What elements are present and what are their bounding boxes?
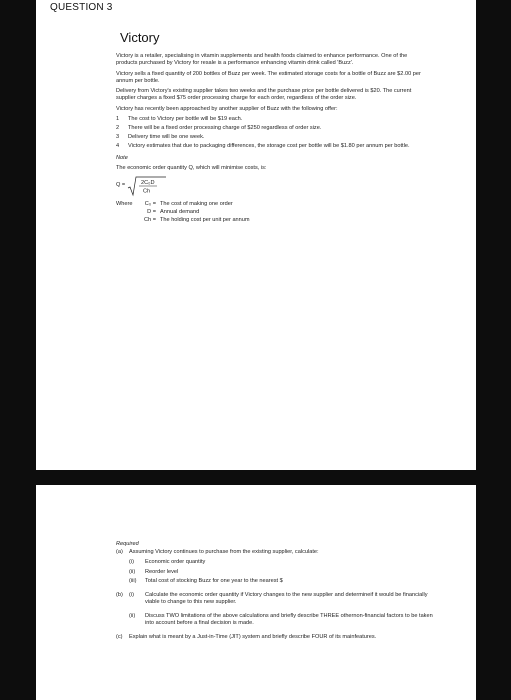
requirement-text: Economic order quantity	[145, 558, 206, 565]
equals-sign: =	[152, 217, 156, 224]
subpart-label: (i)	[129, 558, 134, 565]
list-text: Victory estimates that due to packaging differences, the storage cost per bottle will be $1.80 per annum per bottle.	[128, 142, 410, 149]
requirement-row	[116, 613, 436, 628]
requirement-row	[116, 559, 436, 566]
formula-numerator: 2C₀D	[141, 179, 155, 186]
required-label: Required	[116, 541, 139, 547]
definition-text: The holding cost per unit per annum	[160, 217, 250, 224]
requirement-row	[116, 634, 436, 641]
equals-sign: =	[152, 200, 156, 207]
case-body	[116, 53, 428, 226]
list-number: 3	[116, 133, 120, 140]
square-root-fraction	[127, 175, 167, 197]
paragraph: Victory has recently been approached by another supplier of Buzz with the following offer:	[116, 105, 338, 112]
definition-row	[116, 201, 428, 208]
question-page-bottom	[36, 485, 476, 700]
question-page-top	[36, 0, 476, 470]
requirement-text: Discuss TWO limitations of the above calculations and briefly describe THREE othernon-financial factors to be taken into account before a final decision is made.	[145, 613, 433, 627]
offer-list	[116, 116, 428, 150]
requirement-text: Assuming Victory continues to purchase from the existing supplier, calculate:	[129, 549, 319, 556]
requirement-text: Calculate the economic order quantity if Victory changes to the new supplier and determineif it would be financially viable to change to this new supplier.	[145, 592, 428, 606]
definition-row	[116, 209, 428, 216]
list-number: 2	[116, 124, 120, 131]
requirement-row	[116, 549, 436, 556]
symbol-text: D	[147, 208, 152, 215]
where-label: Where	[116, 200, 133, 207]
paragraph: Victory is a retailer, specialising in vitamin supplements and health foods claimed to enhance performance. One of the products purchased by Victory for resale is a performance enhancing vitamin drink called 'Buzz'.	[116, 53, 408, 67]
formula-lhs: Q =	[116, 181, 126, 188]
list-text: Delivery time will be one week.	[128, 133, 205, 140]
question-heading: QUESTION 3	[50, 2, 113, 13]
note-label: Note	[116, 155, 128, 162]
list-text: There will be a fixed order processing charge of $250 regardless of order size.	[128, 124, 322, 131]
definition-row	[116, 217, 428, 224]
symbol-text: C₀	[144, 200, 152, 207]
list-number: 1	[116, 116, 120, 123]
subpart-label: (i)	[129, 592, 134, 599]
list-number: 4	[116, 142, 120, 149]
subpart-label: (iii)	[129, 578, 137, 585]
paragraph: Victory sells a fixed quantity of 200 bottles of Buzz per week. The estimated storage costs for a bottle of Buzz are $2.00 per annum per bottle.	[116, 70, 421, 84]
definition-symbol	[134, 209, 160, 216]
part-label: (c)	[116, 634, 123, 641]
requirement-row	[116, 578, 436, 585]
part-label: (b)	[116, 592, 123, 599]
list-item	[116, 134, 428, 141]
subpart-label: (ii)	[129, 568, 136, 575]
formula-denominator: Ch	[143, 188, 151, 195]
symbol-text: Ch	[144, 217, 152, 224]
eoq-formula	[116, 175, 428, 197]
list-text: The cost to Victory per bottle will be $19 each.	[128, 116, 243, 123]
list-item	[116, 125, 428, 132]
requirement-row	[116, 592, 436, 607]
case-title: Victory	[120, 30, 160, 45]
list-item	[116, 116, 428, 123]
definition-text: The cost of making one order	[160, 200, 233, 207]
requirement-text: Total cost of stocking Buzz for one year to the nearest $	[145, 578, 283, 585]
definition-text: Annual demand	[160, 208, 200, 215]
note-text: The economic order quantity Q, which will minimise costs, is:	[116, 165, 267, 172]
definitions	[116, 201, 428, 225]
part-label: (a)	[116, 549, 123, 556]
list-item	[116, 143, 428, 150]
paragraph: Delivery from Victory's existing supplier takes two weeks and the purchase price per bottle delivered is $20. The current supplier charges a fixed $75 order processing charge for each order, regardless of the order size.	[116, 88, 412, 102]
definition-symbol	[134, 201, 160, 208]
requirement-text: Reorder level	[145, 568, 179, 575]
requirement-text: Explain what is meant by a Just-in-Time (JIT) system and briefly describe FOUR of its mainfeatures.	[129, 634, 377, 641]
requirement-row	[116, 569, 436, 576]
equals-sign: =	[152, 208, 156, 215]
subpart-label: (ii)	[129, 613, 136, 620]
definition-symbol	[134, 217, 160, 224]
required-section	[116, 541, 436, 644]
